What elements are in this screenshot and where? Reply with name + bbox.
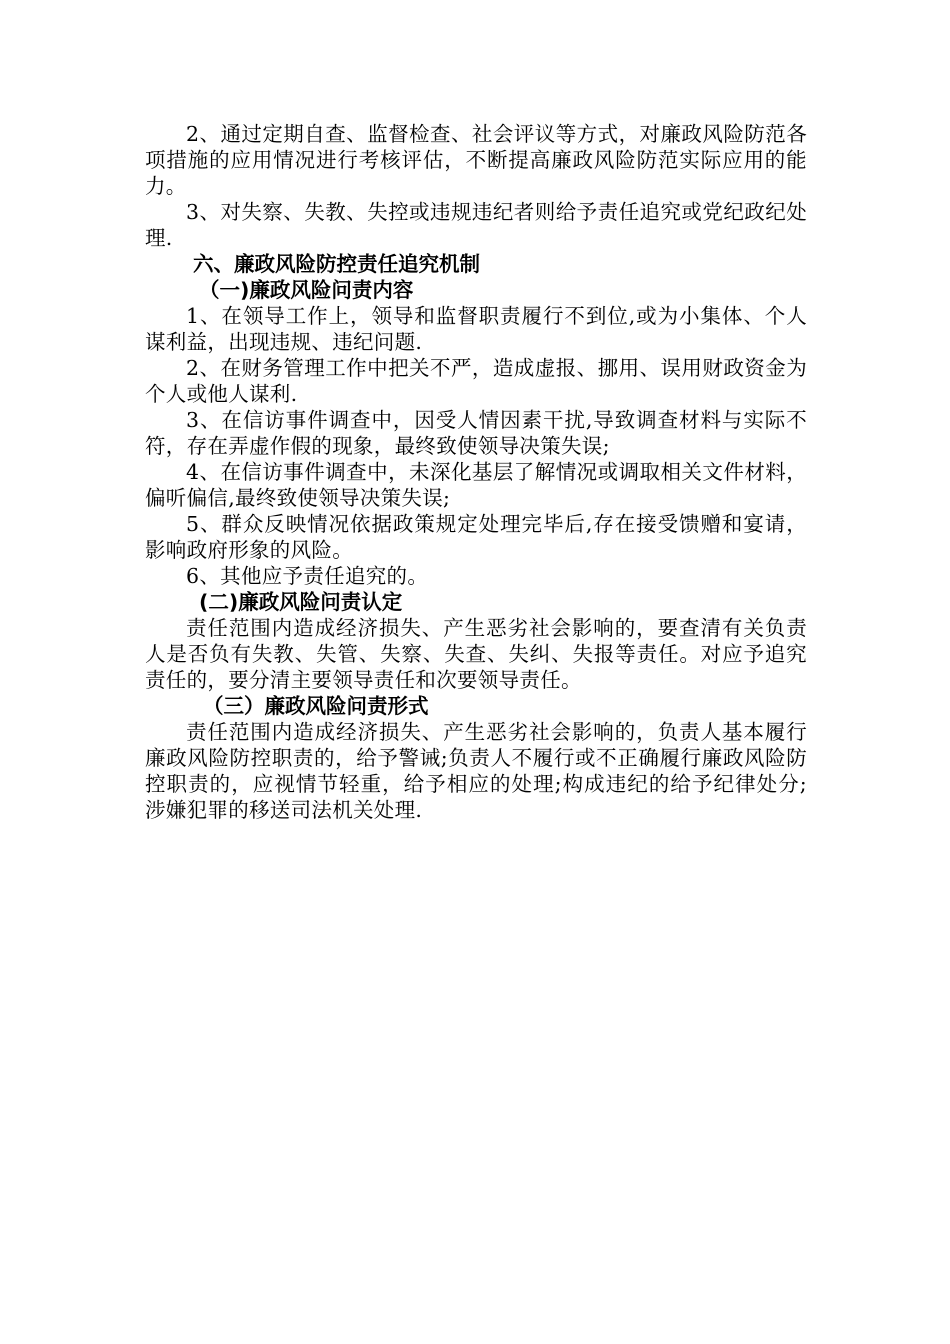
paragraph-content-5: 5、群众反映情况依据政策规定处理完毕后,存在接受馈赠和宴请，影响政府形象的风险。 bbox=[145, 512, 807, 562]
subsection-heading-1: （一)廉政风险问责内容 bbox=[199, 278, 414, 302]
document-body bbox=[145, 121, 807, 823]
subsection-heading-3: （三）廉政风险问责形式 bbox=[203, 694, 429, 718]
paragraph-forms: 责任范围内造成经济损失、产生恶劣社会影响的，负责人基本履行廉政风险防控职责的，给予警诫;负责人不履行或不正确履行廉政风险防控职责的，应视情节轻重，给予相应的处理;构成违纪的给予纪律处分; 涉嫌犯罪的移送司法机关处理. bbox=[145, 720, 807, 822]
paragraph-determination: 责任范围内造成经济损失、产生恶劣社会影响的，要查清有关负责人是否负有失教、失管、失察、失查、失纠、失报等责任。对应予追究责任的，要分清主要领导责任和次要领导责任。 bbox=[145, 616, 807, 692]
paragraph-content-4: 4、在信访事件调查中，未深化基层了解情况或调取相关文件材料，偏听偏信,最终致使领导决策失误; bbox=[145, 460, 807, 510]
section-heading-6: 六、廉政风险防控责任追究机制 bbox=[193, 252, 480, 276]
paragraph-content-6: 6、其他应予责任追究的。 bbox=[186, 564, 429, 588]
paragraph-content-3: 3、在信访事件调查中，因受人情因素干扰,导致调查材料与实际不符，存在弄虚作假的现象，最终致使领导决策失误; bbox=[145, 408, 807, 458]
paragraph-content-2: 2、在财务管理工作中把关不严，造成虚报、挪用、误用财政资金为个人或他人谋利. bbox=[145, 356, 807, 406]
paragraph-content-1: 1、在领导工作上，领导和监督职责履行不到位,或为小集体、个人谋利益，出现违规、违纪问题. bbox=[145, 304, 807, 354]
subsection-heading-2: (二)廉政风险问责认定 bbox=[199, 590, 403, 614]
paragraph-item-2-assessment: 2、通过定期自查、监督检查、社会评议等方式，对廉政风险防范各项措施的应用情况进行考核评估，不断提高廉政风险防范实际应用的能力。 bbox=[145, 122, 807, 198]
paragraph-item-3-accountability: 3、对失察、失教、失控或违规违纪者则给予责任追究或党纪政纪处理. bbox=[145, 200, 807, 250]
